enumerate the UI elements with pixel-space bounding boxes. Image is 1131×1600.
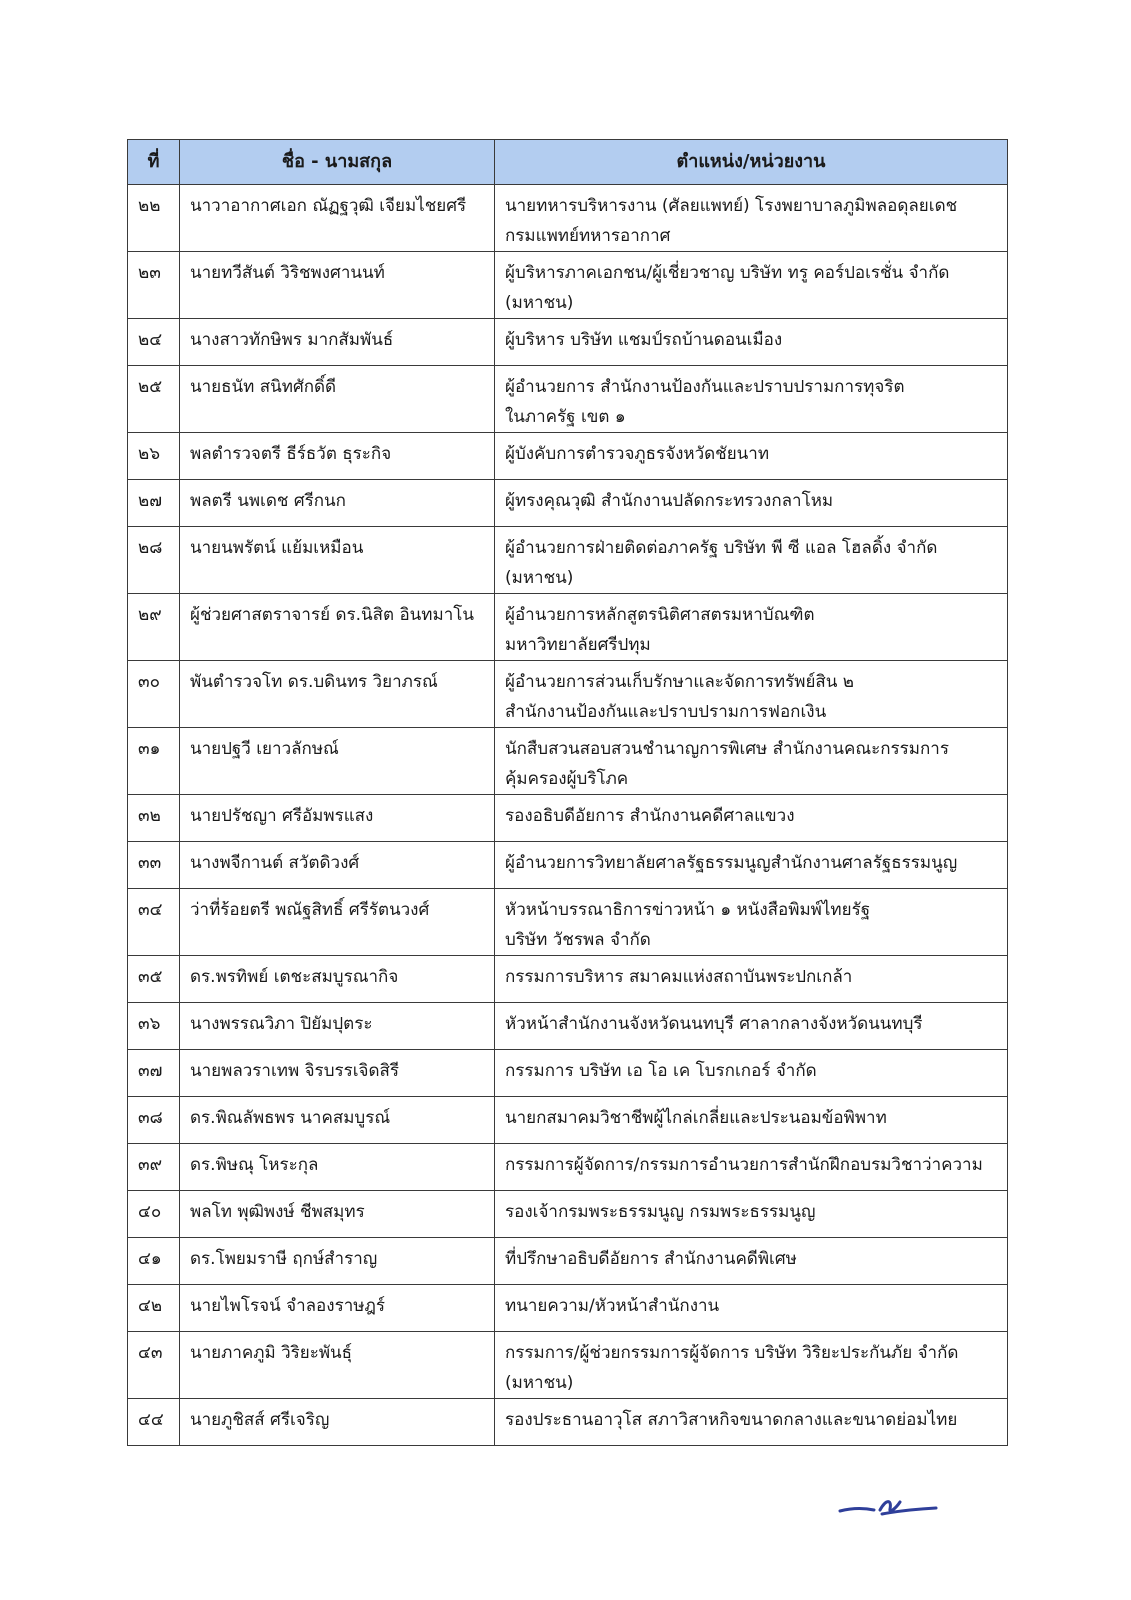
row-number: ๓๘	[128, 1097, 180, 1144]
position-cell	[495, 728, 1008, 795]
row-number: ๓๓	[128, 842, 180, 889]
position-line: นักสืบสวนสอบสวนชำนาญการพิเศษ สำนักงานคณะกรรมการ	[505, 739, 949, 759]
position-cell	[495, 1003, 1008, 1050]
position-line: ผู้อำนวยการส่วนเก็บรักษาและจัดการทรัพย์สิน ๒	[505, 672, 855, 692]
person-name: พันตำรวจโท ดร.บดินทร วิยาภรณ์	[180, 661, 495, 728]
row-number: ๓๒	[128, 795, 180, 842]
person-name: ดร.พิษณุ โหระกุล	[180, 1144, 495, 1191]
position-line: ผู้อำนวยการหลักสูตรนิติศาสตรมหาบัณฑิต	[505, 605, 815, 625]
row-number: ๓๐	[128, 661, 180, 728]
row-number: ๒๖	[128, 433, 180, 480]
position-cell	[495, 1191, 1008, 1238]
person-name: พลตรี นพเดช ศรีกนก	[180, 480, 495, 527]
person-name: นางพรรณวิภา ปิยัมปุตระ	[180, 1003, 495, 1050]
position-cell	[495, 1097, 1008, 1144]
row-number: ๓๖	[128, 1003, 180, 1050]
position-cell	[495, 661, 1008, 728]
table-row	[128, 1285, 1008, 1332]
position-cell	[495, 842, 1008, 889]
position-line: ผู้บังคับการตำรวจภูธรจังหวัดชัยนาท	[505, 444, 770, 464]
header-no: ที่	[128, 140, 180, 185]
table-row	[128, 1191, 1008, 1238]
position-line: กรรมการบริหาร สมาคมแห่งสถาบันพระปกเกล้า	[505, 967, 853, 987]
position-cell	[495, 1144, 1008, 1191]
position-line: ทนายความ/หัวหน้าสำนักงาน	[505, 1296, 720, 1316]
position-cell	[495, 1285, 1008, 1332]
position-line: หัวหน้าบรรณาธิการข่าวหน้า ๑ หนังสือพิมพ์ไทยรัฐ	[505, 900, 871, 920]
position-line: กรมแพทย์ทหารอากาศ	[505, 226, 671, 246]
position-line: รองอธิบดีอัยการ สำนักงานคดีศาลแขวง	[505, 806, 795, 826]
signature-mark	[838, 1496, 938, 1520]
person-name: ว่าที่ร้อยตรี พณัฐสิทธิ์ ศรีรัตนวงศ์	[180, 889, 495, 956]
row-number: ๒๘	[128, 527, 180, 594]
position-line: ผู้อำนวยการวิทยาลัยศาลรัฐธรรมนูญสำนักงานศาลรัฐธรรมนูญ	[505, 853, 958, 873]
person-name: ดร.โพยมราษี ฤกษ์สำราญ	[180, 1238, 495, 1285]
position-line: (มหาชน)	[505, 568, 574, 588]
row-number: ๔๐	[128, 1191, 180, 1238]
table-row	[128, 433, 1008, 480]
position-cell	[495, 366, 1008, 433]
row-number: ๓๔	[128, 889, 180, 956]
person-name: นายทวีสันต์ วิริชพงศานนท์	[180, 252, 495, 319]
position-line: รองเจ้ากรมพระธรรมนูญ กรมพระธรรมนูญ	[505, 1202, 816, 1222]
position-cell	[495, 480, 1008, 527]
table-row	[128, 1238, 1008, 1285]
table-row	[128, 1097, 1008, 1144]
person-name: นายปรัชญา ศรีอัมพรแสง	[180, 795, 495, 842]
position-line: ที่ปรึกษาอธิบดีอัยการ สำนักงานคดีพิเศษ	[505, 1249, 797, 1269]
person-name: นายปฐวี เยาวลักษณ์	[180, 728, 495, 795]
table-row	[128, 594, 1008, 661]
row-number: ๔๓	[128, 1332, 180, 1399]
person-name: นายธนัท สนิทศักดิ์ดี	[180, 366, 495, 433]
position-line: กรรมการ บริษัท เอ โอ เค โบรกเกอร์ จำกัด	[505, 1061, 817, 1081]
person-name: ดร.พิณลัพธพร นาคสมบูรณ์	[180, 1097, 495, 1144]
row-number: ๒๕	[128, 366, 180, 433]
position-line: นายกสมาคมวิชาชีพผู้ไกล่เกลี่ยและประนอมข้อพิพาท	[505, 1108, 887, 1128]
roster-table	[127, 139, 1008, 1446]
position-cell	[495, 956, 1008, 1003]
position-cell	[495, 319, 1008, 366]
table-row	[128, 480, 1008, 527]
person-name: นายพลวราเทพ จิรบรรเจิดสิรี	[180, 1050, 495, 1097]
table-row	[128, 1399, 1008, 1446]
position-cell	[495, 594, 1008, 661]
position-line: สำนักงานป้องกันและปราบปรามการฟอกเงิน	[505, 702, 827, 722]
row-number: ๒๓	[128, 252, 180, 319]
position-line: ผู้ทรงคุณวุฒิ สำนักงานปลัดกระทรวงกลาโหม	[505, 491, 834, 511]
row-number: ๓๕	[128, 956, 180, 1003]
person-name: นายภาคภูมิ วิริยะพันธุ์	[180, 1332, 495, 1399]
row-number: ๒๒	[128, 185, 180, 252]
table-row	[128, 889, 1008, 956]
position-line: รองประธานอาวุโส สภาวิสาหกิจขนาดกลางและขนาดย่อมไทย	[505, 1410, 958, 1430]
row-number: ๔๔	[128, 1399, 180, 1446]
position-cell	[495, 252, 1008, 319]
table-row	[128, 842, 1008, 889]
position-cell	[495, 185, 1008, 252]
header-name: ชื่อ - นามสกุล	[180, 140, 495, 185]
position-cell	[495, 795, 1008, 842]
row-number: ๒๔	[128, 319, 180, 366]
position-line: ผู้อำนวยการ สำนักงานป้องกันและปราบปรามการทุจริต	[505, 377, 905, 397]
person-name: ผู้ช่วยศาสตราจารย์ ดร.นิสิต อินทมาโน	[180, 594, 495, 661]
person-name: นายภูชิสส์ ศรีเจริญ	[180, 1399, 495, 1446]
row-number: ๔๑	[128, 1238, 180, 1285]
row-number: ๒๗	[128, 480, 180, 527]
header-position: ตำแหน่ง/หน่วยงาน	[495, 140, 1008, 185]
position-line: ผู้อำนวยการฝ่ายติดต่อภาครัฐ บริษัท พี ซี แอล โฮลดิ้ง จำกัด	[505, 538, 938, 558]
table-row	[128, 1003, 1008, 1050]
person-name: นางพจีกานต์ สวัตดิวงศ์	[180, 842, 495, 889]
person-name: พลตำรวจตรี ธีร์ธวัต ธุระกิจ	[180, 433, 495, 480]
position-line: กรรมการผู้จัดการ/กรรมการอำนวยการสำนักฝึกอบรมวิชาว่าความ	[505, 1155, 983, 1175]
table-row	[128, 1144, 1008, 1191]
person-name: นางสาวทักษิพร มากสัมพันธ์	[180, 319, 495, 366]
position-line: คุ้มครองผู้บริโภค	[505, 769, 629, 789]
table-row	[128, 319, 1008, 366]
position-cell	[495, 1238, 1008, 1285]
person-name: ดร.พรทิพย์ เตชะสมบูรณากิจ	[180, 956, 495, 1003]
row-number: ๔๒	[128, 1285, 180, 1332]
table-header-row	[128, 140, 1008, 185]
position-line: ผู้บริหาร บริษัท แชมป์รถบ้านดอนเมือง	[505, 330, 783, 350]
row-number: ๓๑	[128, 728, 180, 795]
position-line: นายทหารบริหารงาน (ศัลยแพทย์) โรงพยาบาลภูมิพลอดุลยเดช	[505, 196, 958, 216]
person-name: นาวาอากาศเอก ณัฏฐวุฒิ เจียมไชยศรี	[180, 185, 495, 252]
table-row	[128, 1332, 1008, 1399]
row-number: ๓๗	[128, 1050, 180, 1097]
position-line: (มหาชน)	[505, 293, 574, 313]
table-row	[128, 661, 1008, 728]
row-number: ๒๙	[128, 594, 180, 661]
position-line: มหาวิทยาลัยศรีปทุม	[505, 635, 651, 655]
table-row	[128, 728, 1008, 795]
table-row	[128, 252, 1008, 319]
position-line: บริษัท วัชรพล จำกัด	[505, 930, 651, 950]
position-line: หัวหน้าสำนักงานจังหวัดนนทบุรี ศาลากลางจังหวัดนนทบุรี	[505, 1014, 923, 1034]
position-cell	[495, 433, 1008, 480]
position-line: กรรมการ/ผู้ช่วยกรรมการผู้จัดการ บริษัท วิริยะประกันภัย จำกัด	[505, 1343, 959, 1363]
person-name: นายนพรัตน์ แย้มเหมือน	[180, 527, 495, 594]
position-line: ในภาครัฐ เขต ๑	[505, 407, 626, 427]
person-name: นายไพโรจน์ จำลองราษฎร์	[180, 1285, 495, 1332]
position-cell	[495, 1399, 1008, 1446]
position-cell	[495, 1332, 1008, 1399]
table-row	[128, 956, 1008, 1003]
table-row	[128, 795, 1008, 842]
row-number: ๓๙	[128, 1144, 180, 1191]
position-line: (มหาชน)	[505, 1373, 574, 1393]
table-row	[128, 1050, 1008, 1097]
table-row	[128, 185, 1008, 252]
position-cell	[495, 889, 1008, 956]
position-cell	[495, 527, 1008, 594]
position-cell	[495, 1050, 1008, 1097]
person-name: พลโท พุฒิพงษ์ ชีพสมุทร	[180, 1191, 495, 1238]
table-row	[128, 527, 1008, 594]
table-row	[128, 366, 1008, 433]
position-line: ผู้บริหารภาคเอกชน/ผู้เชี่ยวชาญ บริษัท ทรู คอร์ปอเรชั่น จำกัด	[505, 263, 950, 283]
